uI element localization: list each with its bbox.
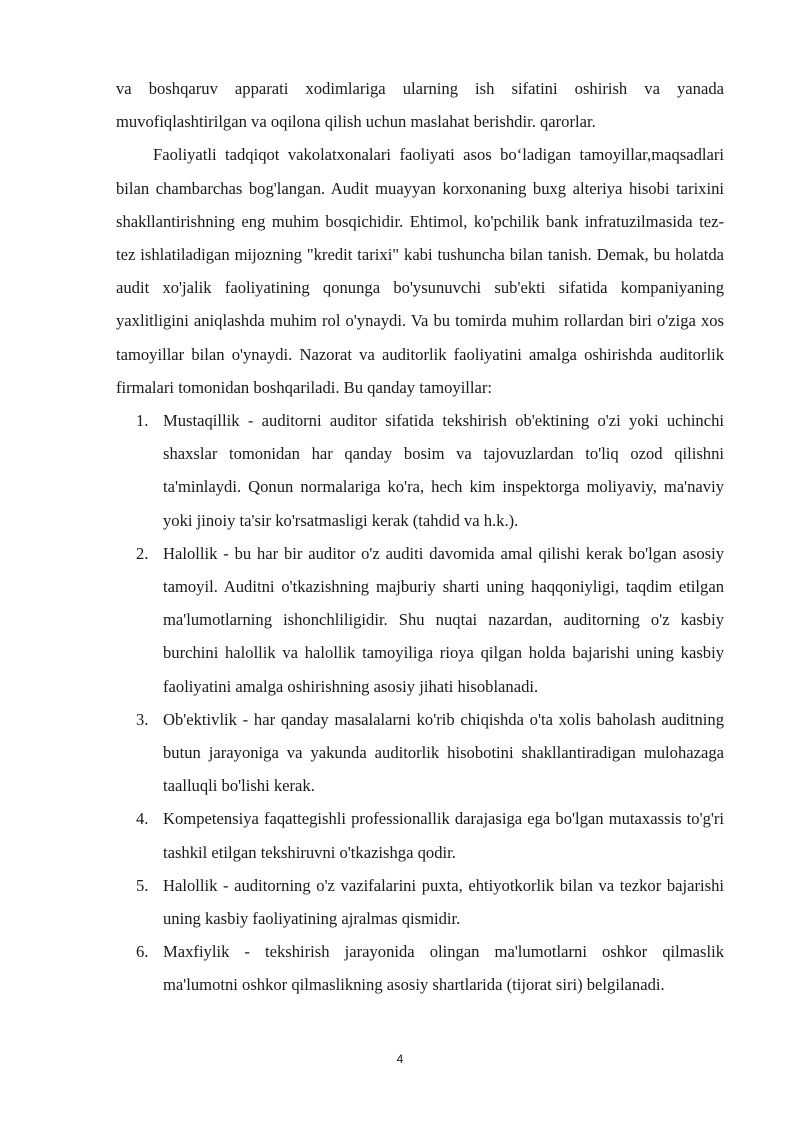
list-item <box>116 935 724 1001</box>
list-item-text: Maxfiylik - tekshirish jarayonida olingan ma'lumotlarni oshkor qilmaslik ma'lumotni oshkor qilmaslikning asosiy shartlarida (tijorat siri) belgilanadi. <box>163 942 724 995</box>
list-item <box>116 537 724 703</box>
list-item <box>116 869 724 935</box>
document-page <box>116 72 724 1002</box>
list-item-text: Halollik - bu har bir auditor o'z auditi davomida amal qilishi kerak bo'lgan asosiy tamoyil. Auditni o'tkazishning majburiy sharti uning haqqoniyligi, taqdim etilgan ma'lumotlarning ishonchliligidir. Shu nuqtai nazardan, auditorning o'z kasbiy burchini halollik va halollik tamoyiliga rioya qilgan holda bajarishi uning kasbiy faoliyatini amalga oshirishning asosiy jihati hisoblanadi. <box>163 543 724 696</box>
list-item-number: 1. <box>136 411 149 431</box>
list-item-number: 3. <box>136 709 149 729</box>
list-item-text: Mustaqillik - auditorni auditor sifatida tekshirish ob'ektining o'zi yoki uchinchi shaxslar tomonidan har qanday bosim va tajovuzlardan to'liq ozod qilishni ta'minlaydi. Qonun normalariga ko'ra, hech kim inspektorga moliyaviy, ma'naviy yoki jinoiy ta'sir ko'rsatmasligi kerak (tahdid va h.k.). <box>163 411 724 530</box>
list-item <box>116 802 724 868</box>
list-item-text: Halollik - auditorning o'z vazifalarini puxta, ehtiyotkorlik bilan va tezkor bajarishi uning kasbiy faoliyatining ajralmas qismidir. <box>163 875 724 929</box>
list-item-text: Ob'ektivlik - har qanday masalalarni ko'rib chiqishda o'ta xolis baholash auditning butun jarayoniga va yakunda auditorlik hisobotini shakllantiradigan mulohazaga taalluqli bo'lishi kerak. <box>163 709 724 796</box>
list-item-text: Kompetensiya faqattegishli professionallik darajasiga ega bo'lgan mutaxassis to'g'ri tashkil etilgan tekshiruvni o'tkazishga qodir. <box>163 809 724 862</box>
list-item-number: 6. <box>136 942 149 962</box>
list-item <box>116 404 724 537</box>
list-item <box>116 703 724 803</box>
principles-list <box>116 404 724 1002</box>
paragraph-continuation: va boshqaruv apparati xodimlariga ularning ish sifatini oshirish va yanada muvofiqlashtirilgan va oqilona qilish uchun maslahat berishdir. qarorlar. <box>116 79 724 132</box>
page-number: 4 <box>396 1052 404 1066</box>
paragraph-principles-intro: Faoliyatli tadqiqot vakolatxonalari faoliyati asos bo‘ladigan tamoyillar,maqsadlari bilan chambarchas bog'langan. Audit muayyan korxonaning buxg alteriya hisobi tarixini shakllantirishning eng muhim bosqichidir. Ehtimol, ko'pchilik bank infratuzilmasida tez-tez ishlatiladigan mijozning "kredit tarixi" kabi tushuncha bilan tanish. Demak, bu holatda audit xo'jalik faoliyatining qonunga bo'ysunuvchi sub'ekti sifatida kompaniyaning yaxlitligini aniqlashda muhim rol o'ynaydi. Va bu tomirda muhim rollardan biri o'ziga xos tamoyillar bilan o'ynaydi. Nazorat va auditorlik faoliyatini amalga oshirishda auditorlik firmalari tomonidan boshqariladi. Bu qanday tamoyillar: <box>116 145 724 397</box>
list-item-number: 2. <box>136 543 149 563</box>
list-item-number: 5. <box>136 875 149 895</box>
list-item-number: 4. <box>136 809 149 829</box>
